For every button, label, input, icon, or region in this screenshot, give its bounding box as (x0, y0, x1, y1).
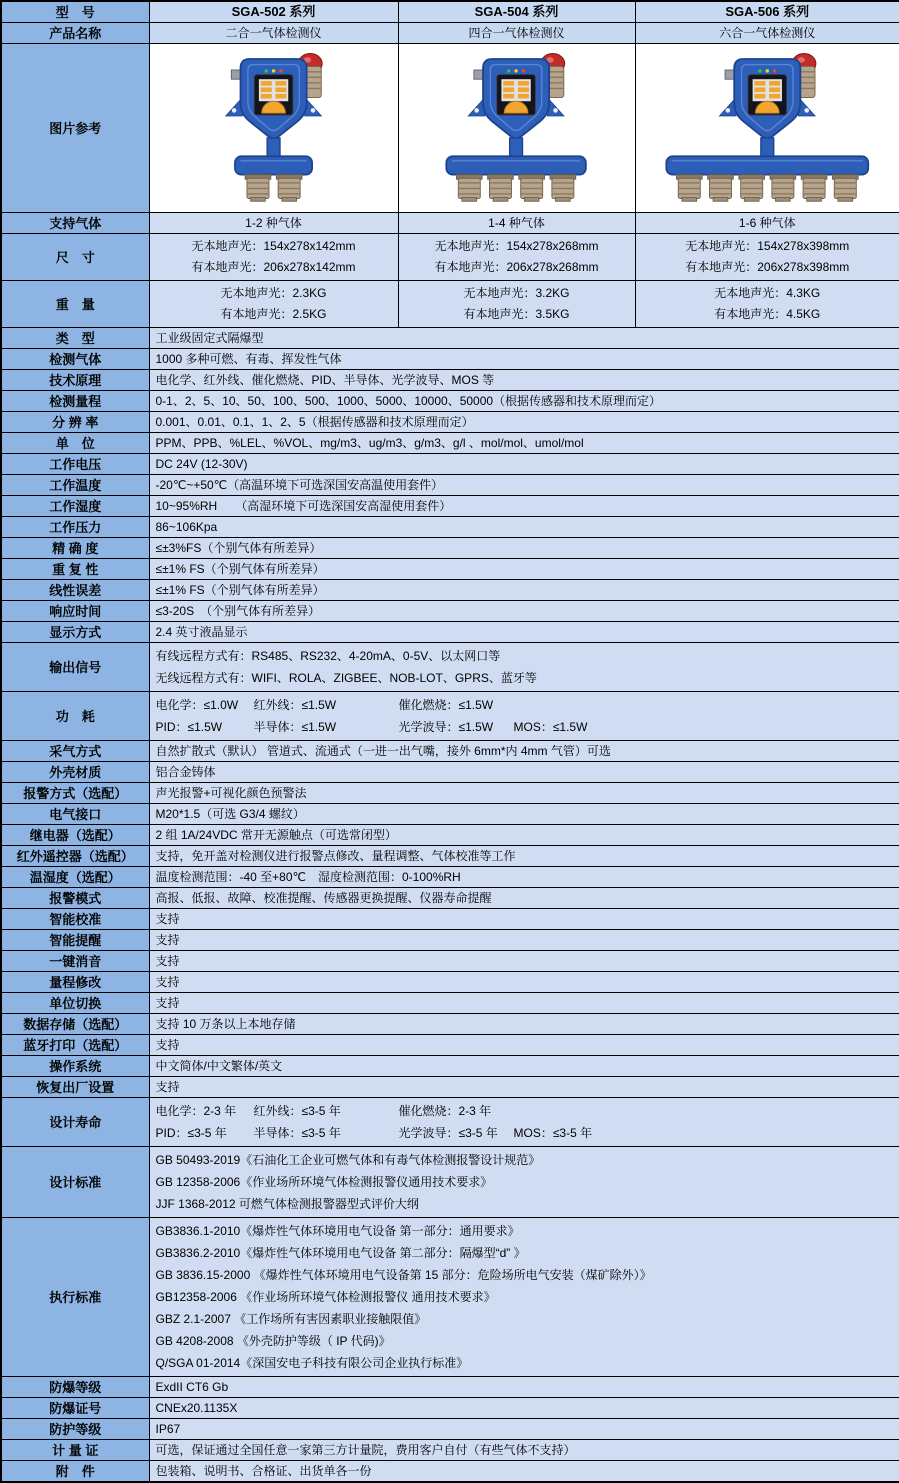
spec-value-34 (149, 1098, 899, 1147)
row-dimensions-line: 有本地声光：206x278x268mm (434, 260, 599, 274)
gases-value-1: 1-4 种气体 (398, 213, 635, 234)
spec-value-30: 支持 10 万条以上本地存储 (149, 1014, 899, 1035)
spec-line: GB12358-2006 《作业场所环境气体检测报警仪 通用技术要求》 (155, 1290, 496, 1304)
spec-value-37: ExdII CT6 Gb (149, 1377, 899, 1398)
sensor-cylinder (739, 174, 765, 201)
spec-segment: 半导体：≤3-5 年 (253, 1126, 341, 1140)
row-dimensions-line: 无本地声光：154x278x268mm (434, 239, 599, 253)
sensor-cylinder (519, 174, 545, 201)
row-weights-value-1 (398, 281, 635, 328)
spec-value-24: 高报、低报、故障、校准提醒、传感器更换提醒、仪器寿命提醒 (149, 888, 899, 909)
spec-label-16: 功 耗 (1, 692, 149, 741)
gas-detector-illustration (213, 48, 334, 204)
led-green (265, 69, 268, 72)
sensor-cylinder (488, 174, 514, 201)
spec-segment: 红外线：≤1.5W (253, 698, 337, 712)
led-green (508, 69, 511, 72)
product-name-1: 四合一气体检测仪 (398, 23, 635, 44)
spec-value-20: M20*1.5（可选 G3/4 螺纹） (149, 804, 899, 825)
spec-label-32: 操作系统 (1, 1056, 149, 1077)
spec-label-29: 单位切换 (1, 993, 149, 1014)
spec-label-34: 设计寿命 (1, 1098, 149, 1147)
led-red (279, 69, 282, 72)
spec-label-7: 工作温度 (1, 475, 149, 496)
sensor-cylinder (550, 174, 576, 201)
spec-label-0: 类 型 (1, 328, 149, 349)
sensor-cylinder (801, 174, 827, 201)
spec-value-10: ≤±3%FS（个别气体有所差异） (149, 538, 899, 559)
spec-value-33: 支持 (149, 1077, 899, 1098)
spec-label-31: 蓝牙打印（选配） (1, 1035, 149, 1056)
spec-value-32: 中文简体/中文繁体/英文 (149, 1056, 899, 1077)
row-dimensions-value-2 (635, 234, 899, 281)
spec-label-19: 报警方式（选配） (1, 783, 149, 804)
spec-label-12: 线性误差 (1, 580, 149, 601)
spec-value-28: 支持 (149, 972, 899, 993)
spec-label-40: 计 量 证 (1, 1440, 149, 1461)
spec-line: GB 4208-2008 《外壳防护等级（ IP 代码)》 (155, 1334, 391, 1348)
spec-label-13: 响应时间 (1, 601, 149, 622)
spec-segment: MOS：≤1.5W (513, 720, 588, 734)
gases-value-2: 1-6 种气体 (635, 213, 899, 234)
spec-label-14: 显示方式 (1, 622, 149, 643)
spec-value-17: 自然扩散式（默认） 管道式、流通式（一进一出气嘴，接外 6mm*内 4mm 气管）可选 (149, 741, 899, 762)
spec-line: GB3836.2-2010《爆炸性气体环境用电气设备 第二部分：隔爆型“d” 》 (155, 1246, 526, 1260)
manifold (447, 156, 586, 174)
spec-value-27: 支持 (149, 951, 899, 972)
spec-value-6: DC 24V (12-30V) (149, 454, 899, 475)
spec-label-24: 报警模式 (1, 888, 149, 909)
spec-value-25: 支持 (149, 909, 899, 930)
spec-segment: 催化燃烧：2-3 年 (398, 1104, 492, 1118)
row-gases-label: 支持气体 (1, 213, 149, 234)
spec-value-5: PPM、PPB、%LEL、%VOL、mg/m3、ug/m3、g/m3、g/l 、mol/mol、umol/mol (149, 433, 899, 454)
spec-value-39: IP67 (149, 1419, 899, 1440)
row-model-label: 型 号 (1, 1, 149, 23)
spec-label-35: 设计标准 (1, 1147, 149, 1218)
spec-segment: 光学波导：≤1.5W (398, 720, 494, 734)
led-red (773, 69, 776, 72)
product-image-1 (398, 44, 635, 213)
row-dimensions-line: 无本地声光：154x278x142mm (191, 239, 356, 253)
spec-label-2: 技术原理 (1, 370, 149, 391)
led-yellow (766, 69, 769, 72)
spec-segment-line (156, 694, 894, 716)
product-image-0 (149, 44, 398, 213)
spec-line: 有线远程方式有：RS485、RS232、4-20mA、0-5V、以太网口等 (155, 649, 501, 663)
spec-segment: 光学波导：≤3-5 年 (398, 1126, 498, 1140)
spec-value-21: 2 组 1A/24VDC 常开无源触点（可选常闭型） (149, 825, 899, 846)
model-name-2: SGA-506 系列 (635, 1, 899, 23)
spec-value-18: 铝合金铸体 (149, 762, 899, 783)
spec-label-27: 一键消音 (1, 951, 149, 972)
spec-label-9: 工作压力 (1, 517, 149, 538)
spec-label-22: 红外遥控器（选配） (1, 846, 149, 867)
spec-value-35 (149, 1147, 899, 1218)
product-name-2: 六合一气体检测仪 (635, 23, 899, 44)
row-product-label: 产品名称 (1, 23, 149, 44)
spec-segment: 电化学：2-3 年 (155, 1104, 237, 1118)
led-yellow (272, 69, 275, 72)
spec-label-8: 工作湿度 (1, 496, 149, 517)
spec-segment-line (156, 716, 894, 738)
product-name-0: 二合一气体检测仪 (149, 23, 398, 44)
spec-line: 无线远程方式有：WIFI、ROLA、ZIGBEE、NOB-LOT、GPRS、蓝牙等 (155, 671, 537, 685)
spec-value-22: 支持，免开盖对检测仪进行报警点修改、量程调整、气体校准等工作 (149, 846, 899, 867)
spec-value-2: 电化学、红外线、催化燃烧、PID、半导体、光学波导、MOS 等 (149, 370, 899, 391)
led-red (522, 69, 525, 72)
spec-segment: 红外线：≤3-5 年 (253, 1104, 341, 1118)
row-weights-label: 重 量 (1, 281, 149, 328)
spec-value-40: 可选，保证通过全国任意一家第三方计量院，费用客户自付（有些气体不支持） (149, 1440, 899, 1461)
spec-segment-line (156, 1122, 894, 1144)
spec-value-19: 声光报警+可视化颜色预警法 (149, 783, 899, 804)
spec-label-41: 附 件 (1, 1461, 149, 1483)
sensor-cylinder (457, 174, 483, 201)
sensor-cylinder (676, 174, 702, 201)
spec-label-11: 重 复 性 (1, 559, 149, 580)
spec-label-15: 输出信号 (1, 643, 149, 692)
spec-value-41: 包装箱、说明书、合格证、出货单各一份 (149, 1461, 899, 1483)
spec-value-26: 支持 (149, 930, 899, 951)
manifold (666, 156, 868, 174)
spec-label-17: 采气方式 (1, 741, 149, 762)
spec-segment-line (156, 1100, 894, 1122)
row-dimensions-value-0 (149, 234, 398, 281)
spec-label-26: 智能提醒 (1, 930, 149, 951)
row-dimensions-label: 尺 寸 (1, 234, 149, 281)
spec-label-23: 温湿度（选配） (1, 867, 149, 888)
spec-value-11: ≤±1% FS（个别气体有所差异） (149, 559, 899, 580)
spec-label-36: 执行标准 (1, 1218, 149, 1377)
led-yellow (515, 69, 518, 72)
neck (267, 137, 280, 157)
spec-label-28: 量程修改 (1, 972, 149, 993)
row-weights-line: 无本地声光：2.3KG (220, 286, 327, 300)
spec-segment: 电化学：≤1.0W (155, 698, 239, 712)
row-weights-line: 有本地声光：3.5KG (463, 307, 570, 321)
spec-value-7: -20℃~+50℃（高温环境下可选深国安高温使用套件） (149, 475, 899, 496)
spec-segment: PID：≤1.5W (155, 720, 223, 734)
row-dimensions-line: 有本地声光：206x278x142mm (191, 260, 356, 274)
row-dimensions-value-1 (398, 234, 635, 281)
spec-label-3: 检测量程 (1, 391, 149, 412)
row-weights-line: 有本地声光：4.5KG (714, 307, 821, 321)
spec-value-36 (149, 1218, 899, 1377)
spec-value-14: 2.4 英寸液晶显示 (149, 622, 899, 643)
spec-segment: MOS：≤3-5 年 (513, 1126, 593, 1140)
row-weights-line: 无本地声光：3.2KG (463, 286, 570, 300)
spec-value-4: 0.001、0.01、0.1、1、2、5（根据传感器和技术原理而定） (149, 412, 899, 433)
spec-value-1: 1000 多种可燃、有毒、挥发性气体 (149, 349, 899, 370)
row-weights-value-0 (149, 281, 398, 328)
product-image-2 (635, 44, 899, 213)
spec-label-18: 外壳材质 (1, 762, 149, 783)
spec-label-33: 恢复出厂设置 (1, 1077, 149, 1098)
led-green (758, 69, 761, 72)
spec-label-37: 防爆等级 (1, 1377, 149, 1398)
row-image-label: 图片参考 (1, 44, 149, 213)
model-name-1: SGA-504 系列 (398, 1, 635, 23)
spec-value-13: ≤3-20S （个别气体有所差异） (149, 601, 899, 622)
spec-label-30: 数据存储（选配） (1, 1014, 149, 1035)
manifold (235, 156, 312, 174)
gas-detector-illustration (439, 48, 593, 204)
spec-value-8: 10~95%RH （高湿环境下可选深国安高湿使用套件） (149, 496, 899, 517)
sensor-cylinder (832, 174, 858, 201)
spec-value-38: CNEx20.1135X (149, 1398, 899, 1419)
spec-segment: 催化燃烧：≤1.5W (398, 698, 494, 712)
spec-line: Q/SGA 01-2014《深国安电子科技有限公司企业执行标准》 (155, 1356, 469, 1370)
spec-label-10: 精 确 度 (1, 538, 149, 559)
spec-segment: PID：≤3-5 年 (155, 1126, 227, 1140)
spec-label-20: 电气接口 (1, 804, 149, 825)
spec-value-0: 工业级固定式隔爆型 (149, 328, 899, 349)
spec-label-4: 分 辨 率 (1, 412, 149, 433)
spec-value-23: 温度检测范围：-40 至+80℃ 湿度检测范围：0-100%RH (149, 867, 899, 888)
gas-detector-illustration (659, 48, 876, 204)
spec-label-1: 检测气体 (1, 349, 149, 370)
spec-line: GBZ 2.1-2007 《工作场所有害因素职业接触限值》 (155, 1312, 427, 1326)
sensor-cylinder (245, 174, 271, 201)
spec-label-6: 工作电压 (1, 454, 149, 475)
spec-label-39: 防护等级 (1, 1419, 149, 1440)
spec-value-3: 0-1、2、5、10、50、100、500、1000、5000、10000、50000（根据传感器和技术原理而定） (149, 391, 899, 412)
spec-line: GB 50493-2019《石油化工企业可燃气体和有毒气体检测报警设计规范》 (155, 1153, 541, 1167)
sensor-cylinder (708, 174, 734, 201)
neck (761, 137, 774, 157)
model-name-0: SGA-502 系列 (149, 1, 398, 23)
spec-label-21: 继电器（选配） (1, 825, 149, 846)
gases-value-0: 1-2 种气体 (149, 213, 398, 234)
row-dimensions-line: 有本地声光：206x278x398mm (685, 260, 850, 274)
spec-line: JJF 1368-2012 可燃气体检测报警器型式评价大纲 (155, 1197, 419, 1211)
spec-value-12: ≤±1% FS（个别气体有所差异） (149, 580, 899, 601)
spec-label-25: 智能校准 (1, 909, 149, 930)
spec-label-38: 防爆证号 (1, 1398, 149, 1419)
spec-line: GB 12358-2006《作业场所环境气体检测报警仪通用技术要求》 (155, 1175, 493, 1189)
spec-segment: 半导体：≤1.5W (253, 720, 337, 734)
neck (510, 137, 523, 157)
sensor-cylinder (770, 174, 796, 201)
spec-value-9: 86~106Kpa (149, 517, 899, 538)
sensor-cylinder (276, 174, 302, 201)
row-weights-line: 无本地声光：4.3KG (714, 286, 821, 300)
row-weights-value-2 (635, 281, 899, 328)
spec-value-15 (149, 643, 899, 692)
spec-line: GB3836.1-2010《爆炸性气体环境用电气设备 第一部分：通用要求》 (155, 1224, 520, 1238)
spec-value-29: 支持 (149, 993, 899, 1014)
spec-value-16 (149, 692, 899, 741)
spec-value-31: 支持 (149, 1035, 899, 1056)
spec-line: GB 3836.15-2000 《爆炸性气体环境用电气设备第 15 部分：危险场所电气安装（煤矿除外）》 (155, 1268, 652, 1282)
row-dimensions-line: 无本地声光：154x278x398mm (685, 239, 850, 253)
row-weights-line: 有本地声光：2.5KG (220, 307, 327, 321)
spec-label-5: 单 位 (1, 433, 149, 454)
